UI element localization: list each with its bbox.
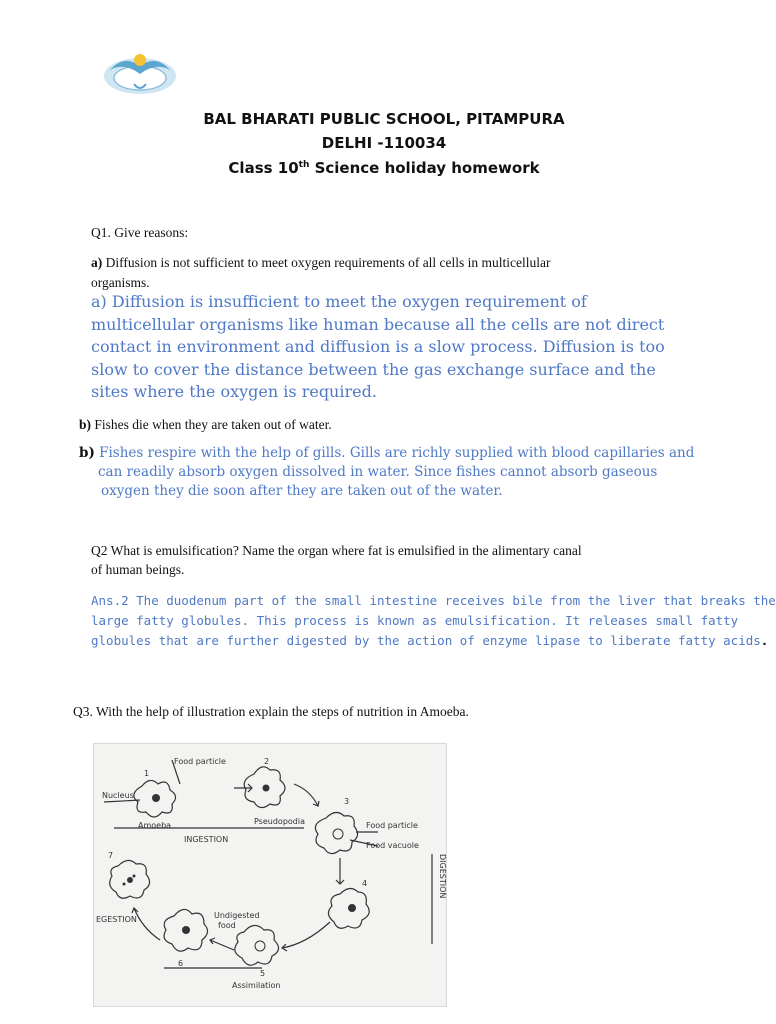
amoeba-5	[235, 925, 279, 965]
q1-a-question	[91, 253, 551, 273]
step-number: 1	[144, 769, 150, 778]
q1-a-answer-line: slow to cover the distance between the gas exchange surface and the	[91, 359, 656, 379]
q1-a-answer-line: contact in environment and diffusion is a slow process. Diffusion is too	[91, 337, 665, 356]
class-prefix: Class 10	[228, 159, 299, 177]
label-food-vacuole: Food vacuole	[366, 841, 419, 850]
label-amoeba: Amoeba	[138, 821, 172, 830]
q1-b-answer-label: b)	[79, 445, 95, 461]
q1-a-answer-line: Diffusion is insufficient to meet the oxygen requirement of	[106, 292, 587, 311]
q1-b-answer-line: Fishes respire with the help of gills. Gills are richly supplied with blood capillaries and	[94, 445, 695, 461]
step-number: 3	[344, 797, 350, 806]
class-suffix: Science holiday homework	[309, 159, 540, 177]
step-number: 5	[260, 969, 266, 978]
label-food: food	[218, 921, 236, 930]
q1-b-label: b)	[79, 417, 92, 432]
q1-title: Q1. Give reasons:	[91, 225, 189, 240]
label-assimilation: Assimilation	[232, 981, 281, 990]
step-number: 6	[178, 959, 184, 968]
step-number: 2	[264, 757, 270, 766]
q2-answer-line: Ans.2 The duodenum part of the small intestine receives bile from the liver that breaks the	[91, 593, 776, 608]
diagram-svg	[94, 744, 446, 1006]
q1-a-label: a)	[91, 255, 103, 270]
q3-question: Q3. With the help of illustration explain the steps of nutrition in Amoeba.	[73, 704, 469, 719]
step-number: 7	[108, 851, 114, 860]
label-food-particle-top: Food particle	[174, 757, 226, 766]
q1-b-answer-line: can readily absorb oxygen dissolved in water. Since fishes cannot absorb gaseous	[98, 464, 658, 480]
amoeba-nutrition-diagram	[93, 743, 447, 1007]
q2-answer-line: large fatty globules. This process is known as emulsification. It releases small fatty	[91, 613, 739, 628]
q1-b-answer-line: oxygen they die soon after they are taken out of the water.	[101, 483, 503, 499]
label-egestion: EGESTION	[96, 915, 137, 924]
homework-title	[0, 159, 768, 177]
label-ingestion: INGESTION	[184, 835, 229, 844]
q1-b-question	[79, 415, 332, 435]
q1-a-answer-label: a)	[91, 292, 107, 311]
label-undigested: Undigested	[214, 911, 260, 920]
amoeba-3	[315, 812, 357, 853]
q2-question-line2: of human beings.	[91, 562, 185, 577]
q1-a-answer	[91, 291, 691, 404]
q1-a-question-line2: organisms.	[91, 275, 150, 290]
label-food-particle-right: Food particle	[366, 821, 418, 830]
label-digestion: DIGESTION	[438, 854, 447, 899]
school-logo	[100, 48, 180, 100]
step-number: 4	[362, 879, 368, 888]
q1-a-answer-line: multicellular organisms like human because all the cells are not direct	[91, 314, 665, 334]
school-name: BAL BHARATI PUBLIC SCHOOL, PITAMPURA	[203, 110, 565, 128]
q2-answer-line: globules that are further digested by the action of enzyme lipase to liberate fatty acids	[91, 633, 761, 648]
q2-question-line1: Q2 What is emulsification? Name the organ where fat is emulsified in the alimentary canal	[91, 543, 582, 558]
label-pseudopodia: Pseudopodia	[254, 817, 305, 826]
q1-b-answer	[79, 444, 699, 501]
q2-answer-end: .	[760, 633, 769, 648]
q1-a-answer-line: sites where the oxygen is required.	[91, 382, 377, 401]
school-city: DELHI -110034	[321, 134, 447, 152]
q1-b-question-text: Fishes die when they are taken out of water.	[91, 417, 332, 432]
q2-answer	[91, 591, 776, 651]
class-sup: th	[298, 160, 310, 170]
label-nucleus: Nucleus	[102, 791, 134, 800]
q1-a-question-line1: Diffusion is not sufficient to meet oxygen requirements of all cells in multicellular	[102, 255, 551, 270]
